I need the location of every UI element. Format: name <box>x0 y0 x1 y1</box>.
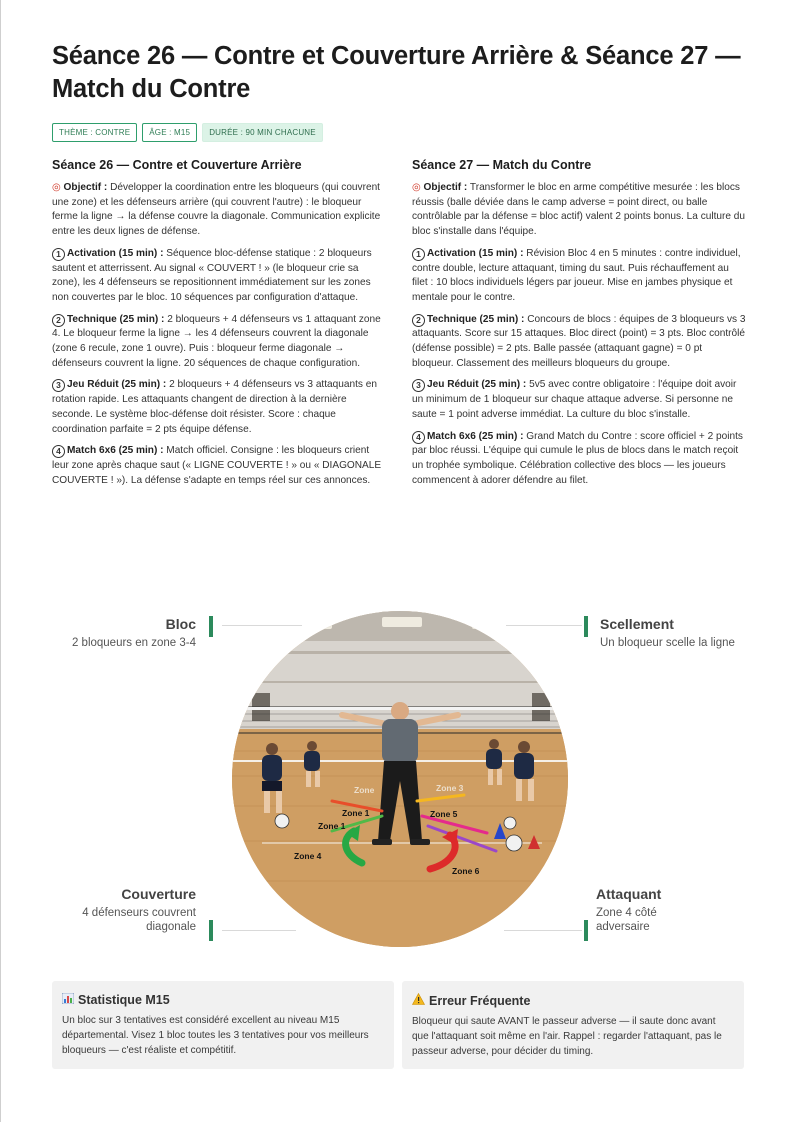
callout-attaquant-desc: Zone 4 côté adversaire <box>596 907 657 933</box>
zone-label-5: Zone 5 <box>430 809 458 819</box>
warning-icon <box>412 993 425 1008</box>
session-27-heading: Séance 27 — Match du Contre <box>412 158 592 172</box>
guide-line-couverture <box>222 930 296 931</box>
callout-scellement-title: Scellement <box>600 616 674 632</box>
callout-couverture-title: Couverture <box>121 886 196 902</box>
stat-box-text: Un bloc sur 3 tentatives est considéré excellent au niveau M15 départemental. Visez 1 bloc toutes les 3 tentatives pour vos meilleurs bloqueurs — c'est réaliste et compétitif. <box>62 1015 369 1056</box>
number-badge: 2 <box>52 314 65 327</box>
callout-bloc-marker <box>209 616 213 637</box>
tag-duration: DURÉE : 90 MIN CHACUNE <box>202 123 323 142</box>
callout-scellement-marker <box>584 616 588 637</box>
session-26-objective: ◎ Objectif : Développer la coordination entre les bloqueurs (qui couvrent une zone) et les défenseurs arrière (qui couvrent l'autre) : le bloqueur ferme la ligne → la défense couvre la diagonale. Communication explicite entre les deux lignes de défense. <box>52 182 381 238</box>
session-27-objective: ◎ Objectif : Transformer le bloc en arme compétitive mesurée : les blocs réussis (balle déviée dans le camp adverse = point direct, ou balle contrôlable par la défense = bloc actif) valent 2 points bonus. La culture du bloc s'installe dans l'équipe. <box>412 182 746 238</box>
callout-bloc-desc: 2 bloqueurs en zone 3-4 <box>71 637 196 649</box>
bar-chart-icon <box>62 993 74 1007</box>
number-badge: 4 <box>52 445 65 458</box>
callout-scellement <box>600 616 760 650</box>
session-26-step-4: 4 Match 6x6 (25 min) : Match officiel. Consigne : les bloqueurs crient leur zone après chaque saut (« LIGNE COUVERTE ! » ou « DIAGONALE COUVERTE ! »). La défense s'adapte en temps réel sur ces annonces. <box>52 445 382 486</box>
court-photo <box>232 611 568 947</box>
callout-scellement-desc: Un bloqueur scelle la ligne <box>600 637 735 649</box>
callout-bloc <box>36 616 196 650</box>
zone-label-1b: Zone 1 <box>318 821 346 831</box>
stat-box <box>52 981 394 1069</box>
number-badge: 1 <box>52 248 65 261</box>
court-diagram <box>0 600 794 960</box>
number-badge: 3 <box>52 379 65 392</box>
callout-bloc-title: Bloc <box>165 616 196 632</box>
target-icon: ◎ <box>412 182 421 193</box>
error-box-title: Erreur Fréquente <box>412 993 734 1008</box>
number-badge: 1 <box>412 248 425 261</box>
session-27-step-2: 2 Technique (25 min) : Concours de blocs : équipes de 3 bloqueurs vs 3 attaquants. Score sur 15 attaques. Bloc direct (point) = 3 pts. Bloc contrôlé (défense possible) = 2 pts. Balle passée (attaquant gagne) = 0 pt bloqueur. Classement des meilleurs bloqueurs du groupe. <box>412 313 746 369</box>
tag-list <box>52 123 323 142</box>
session-27-step-3: 3 Jeu Réduit (25 min) : 5v5 avec contre obligatoire : l'équipe doit avoir un minimum de 1 bloqueur sur chaque attaque adverse. Si personne ne saute = 1 point adverse immédiat. La culture du bloc s'installe. <box>412 379 737 420</box>
session-26-heading: Séance 26 — Contre et Couverture Arrière <box>52 158 302 172</box>
callout-attaquant-marker <box>584 920 588 941</box>
number-badge: 4 <box>412 431 425 444</box>
zone-label-4: Zone 4 <box>294 851 322 861</box>
callout-couverture <box>36 886 196 934</box>
page-title: Séance 26 — Contre et Couverture Arrière & Séance 27 — Match du Contre <box>52 42 741 103</box>
number-badge: 2 <box>412 314 425 327</box>
session-27-step-4: 4 Match 6x6 (25 min) : Grand Match du Contre : score officiel + 2 points par bloc réussi. L'équipe qui cumule le plus de blocs dans le match reçoit un trophée symbolique. Célébration collective des blocs — les joueurs commencent à adorer défendre au filet. <box>412 430 743 486</box>
session-26-step-1: 1 Activation (15 min) : Séquence bloc-défense statique : 2 bloqueurs sautent et atterrissent. Au signal « COUVERT ! » (le bloqueur crie sa zone), les 4 défenseurs se repositionnent immédiatement sur les zones non couvertes par le bloc. 10 séquences par configuration d'attaque. <box>52 247 372 303</box>
session-27-step-1: 1 Activation (15 min) : Révision Bloc 4 en 5 minutes : contre individuel, contre double, lecture attaquant, timing du saut. Puis réchauffement au filet : 10 blocs individuels légers par joueur. Mise en jambes physique et mentale pour le contre. <box>412 247 741 303</box>
callout-attaquant <box>596 886 756 934</box>
number-badge: 3 <box>412 379 425 392</box>
session-26-column <box>52 158 386 495</box>
zone-label-6: Zone 6 <box>452 866 480 876</box>
stat-box-title: Statistique M15 <box>62 993 384 1007</box>
court-illustration <box>232 611 568 947</box>
zone-label-3: Zone 3 <box>436 783 464 793</box>
guide-line-bloc <box>222 625 302 626</box>
tag-theme: THÈME : CONTRE <box>52 123 137 142</box>
guide-line-attaquant <box>504 930 582 931</box>
target-icon: ◎ <box>52 182 61 193</box>
callout-couverture-marker <box>209 920 213 941</box>
session-26-step-2: 2 Technique (25 min) : 2 bloqueurs + 4 défenseurs vs 1 attaquant zone 4. Le bloqueur ferme la ligne → les 4 défenseurs couvrent la diagonale (zone 6 recule, zone 1 ouvre). Puis : bloqueur ferme diagonale → défenseurs couvrent la ligne. 20 séquences de chaque configuration. <box>52 313 381 369</box>
session-27-column <box>412 158 746 495</box>
error-box <box>402 981 744 1069</box>
callout-couverture-desc: 4 défenseurs couvrent diagonale <box>82 907 196 933</box>
tag-age: ÂGE : M15 <box>142 123 197 142</box>
zone-label-2: Zone <box>354 785 375 795</box>
callout-attaquant-title: Attaquant <box>596 886 662 902</box>
zone-label-1a: Zone 1 <box>342 808 370 818</box>
guide-line-scellement <box>506 625 582 626</box>
session-26-step-3: 3 Jeu Réduit (25 min) : 2 bloqueurs + 4 défenseurs vs 3 attaquants en rotation rapide. Les attaquants changent de direction à la dernière seconde. Le système bloc-défense doit résister. Score : chaque coordination parfaite = 2 pts équipe défense. <box>52 379 377 435</box>
error-box-text: Bloqueur qui saute AVANT le passeur adverse — il saute donc avant que l'attaquant soit même en l'air. Rappel : regarder l'attaquant, pas le passeur adverse, pour décider du timing. <box>412 1016 722 1057</box>
